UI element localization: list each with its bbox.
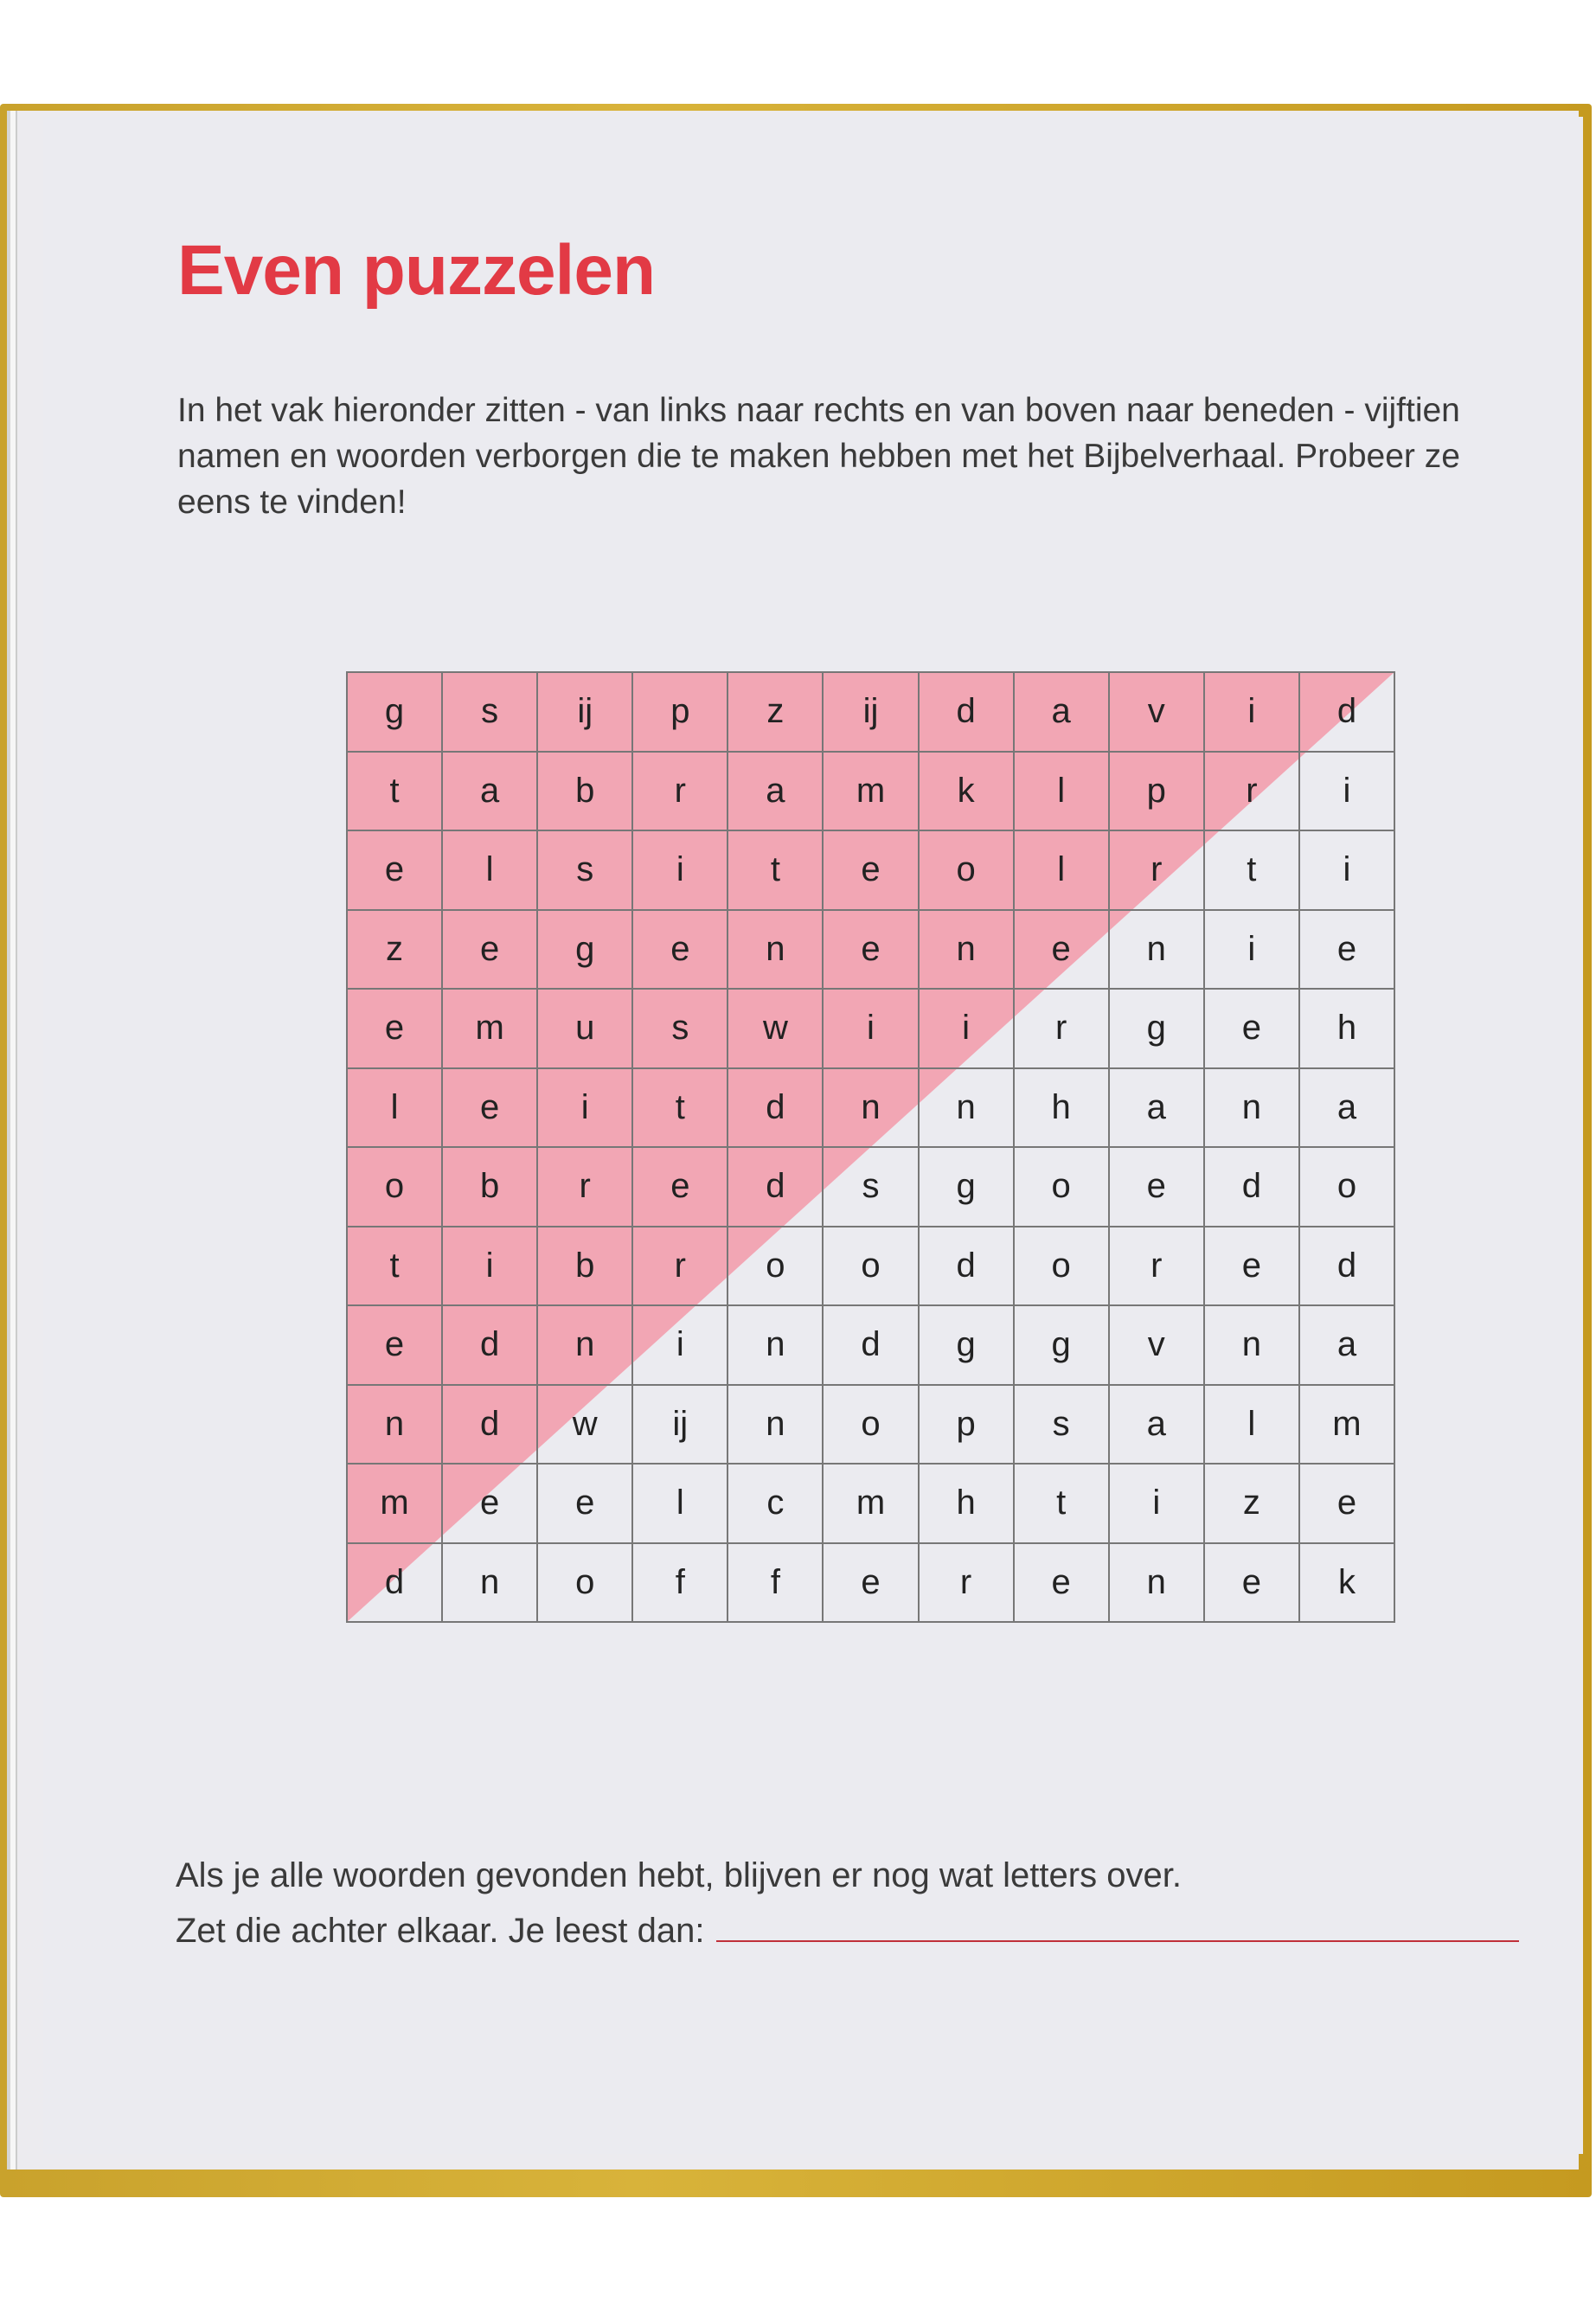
grid-cell: d xyxy=(443,1306,538,1386)
grid-cell: w xyxy=(538,1386,633,1465)
grid-cell: ij xyxy=(633,1386,728,1465)
grid-cell: d xyxy=(443,1386,538,1465)
grid-cell: o xyxy=(1300,1148,1395,1227)
grid-cell: o xyxy=(824,1386,919,1465)
grid-cell: n xyxy=(1110,1544,1205,1624)
grid-cell: p xyxy=(633,673,728,753)
grid-cell: e xyxy=(1015,1544,1110,1624)
grid-cell: i xyxy=(443,1227,538,1307)
footer-line-2-text: Zet die achter elkaar. Je leest dan: xyxy=(176,1912,705,1950)
grid-cell: e xyxy=(348,831,443,911)
grid-cell: e xyxy=(1205,1544,1300,1624)
grid-cell: l xyxy=(443,831,538,911)
grid-cell: ij xyxy=(824,673,919,753)
grid-cell: t xyxy=(633,1069,728,1149)
grid-cell: o xyxy=(728,1227,824,1307)
grid-cell: a xyxy=(1110,1069,1205,1149)
grid-cell: n xyxy=(920,911,1015,990)
grid-cell: v xyxy=(1110,1306,1205,1386)
letter-grid xyxy=(346,671,1395,1623)
grid-cell: o xyxy=(538,1544,633,1624)
grid-cell: n xyxy=(728,1386,824,1465)
grid-cell: ij xyxy=(538,673,633,753)
grid-cell: r xyxy=(633,1227,728,1307)
grid-cell: i xyxy=(920,990,1015,1069)
grid-cell: d xyxy=(1300,1227,1395,1307)
grid-cell: z xyxy=(728,673,824,753)
grid-cell: l xyxy=(633,1465,728,1544)
grid-cell: e xyxy=(633,1148,728,1227)
grid-cell: e xyxy=(443,911,538,990)
grid-cell: i xyxy=(1300,753,1395,832)
grid-cell: i xyxy=(824,990,919,1069)
grid-cell: n xyxy=(728,911,824,990)
grid-cell: t xyxy=(1205,831,1300,911)
grid-cell: r xyxy=(1110,1227,1205,1307)
grid-cell: z xyxy=(1205,1465,1300,1544)
grid-cell: e xyxy=(1110,1148,1205,1227)
grid-cell: s xyxy=(538,831,633,911)
grid-cell: h xyxy=(1300,990,1395,1069)
grid-cell: g xyxy=(920,1306,1015,1386)
grid-cell: n xyxy=(824,1069,919,1149)
grid-cell: l xyxy=(1015,831,1110,911)
grid-cell: m xyxy=(348,1465,443,1544)
grid-cell: k xyxy=(1300,1544,1395,1624)
grid-cell: a xyxy=(443,753,538,832)
grid-cell: g xyxy=(920,1148,1015,1227)
grid-cell: o xyxy=(824,1227,919,1307)
grid-cell: n xyxy=(348,1386,443,1465)
grid-cell: g xyxy=(538,911,633,990)
grid-cell: e xyxy=(443,1069,538,1149)
grid-cell: e xyxy=(1015,911,1110,990)
grid-cell: s xyxy=(824,1148,919,1227)
grid-cell: e xyxy=(1300,1465,1395,1544)
grid-cell: z xyxy=(348,911,443,990)
grid-cell: n xyxy=(1110,911,1205,990)
grid-cell: d xyxy=(348,1544,443,1624)
grid-cell: e xyxy=(538,1465,633,1544)
grid-cell: o xyxy=(348,1148,443,1227)
grid-cell: s xyxy=(1015,1386,1110,1465)
grid-cell: m xyxy=(824,753,919,832)
grid-cell: n xyxy=(443,1544,538,1624)
grid-cell: m xyxy=(1300,1386,1395,1465)
answer-line[interactable] xyxy=(716,1940,1519,1942)
grid-cell: g xyxy=(348,673,443,753)
grid-cell: s xyxy=(633,990,728,1069)
grid-cell: d xyxy=(920,1227,1015,1307)
grid-cell: u xyxy=(538,990,633,1069)
grid-cell: i xyxy=(1300,831,1395,911)
page-title: Even puzzelen xyxy=(177,231,656,310)
grid-cell: a xyxy=(1110,1386,1205,1465)
grid-cell: c xyxy=(728,1465,824,1544)
grid-cell: b xyxy=(538,753,633,832)
grid-cell: i xyxy=(1205,911,1300,990)
grid-cell: n xyxy=(1205,1069,1300,1149)
grid-cell: e xyxy=(824,911,919,990)
grid-cell: a xyxy=(1300,1306,1395,1386)
grid-cell: i xyxy=(1205,673,1300,753)
grid-cell: t xyxy=(728,831,824,911)
grid-cell: m xyxy=(443,990,538,1069)
grid-cell: f xyxy=(633,1544,728,1624)
grid-cell: w xyxy=(728,990,824,1069)
grid-cell: p xyxy=(920,1386,1015,1465)
grid-cell: i xyxy=(1110,1465,1205,1544)
grid-cell: l xyxy=(1205,1386,1300,1465)
grid-cell: r xyxy=(1205,753,1300,832)
grid-cell: r xyxy=(538,1148,633,1227)
grid-cell: d xyxy=(1205,1148,1300,1227)
grid-cell: f xyxy=(728,1544,824,1624)
grid-cell: t xyxy=(1015,1465,1110,1544)
grid-cell: o xyxy=(1015,1148,1110,1227)
grid-cell: t xyxy=(348,1227,443,1307)
grid-cell: h xyxy=(920,1465,1015,1544)
grid-cell: e xyxy=(1205,1227,1300,1307)
grid-cell: d xyxy=(728,1069,824,1149)
grid-cell: n xyxy=(728,1306,824,1386)
grid-cell: e xyxy=(1205,990,1300,1069)
grid-cell: i xyxy=(633,1306,728,1386)
word-search-puzzle xyxy=(346,671,1395,1623)
grid-cell: r xyxy=(1015,990,1110,1069)
grid-cell: l xyxy=(1015,753,1110,832)
grid-cell: a xyxy=(728,753,824,832)
grid-cell: d xyxy=(824,1306,919,1386)
grid-cell: a xyxy=(1300,1069,1395,1149)
grid-cell: h xyxy=(1015,1069,1110,1149)
intro-text: In het vak hieronder zitten - van links naar rechts en van boven naar beneden - vijftien namen en woorden verborgen die te maken hebben met het Bijbelverhaal. Probeer ze eens te vinden! xyxy=(177,392,1460,521)
grid-cell: n xyxy=(538,1306,633,1386)
grid-cell: l xyxy=(348,1069,443,1149)
footer-line-2 xyxy=(176,1913,1560,1948)
grid-cell: o xyxy=(1015,1227,1110,1307)
grid-cell: d xyxy=(920,673,1015,753)
grid-cell: e xyxy=(633,911,728,990)
grid-cell: n xyxy=(1205,1306,1300,1386)
grid-cell: r xyxy=(633,753,728,832)
grid-cell: g xyxy=(1110,990,1205,1069)
grid-cell: s xyxy=(443,673,538,753)
grid-cell: k xyxy=(920,753,1015,832)
grid-cell: b xyxy=(443,1148,538,1227)
grid-cell: r xyxy=(1110,831,1205,911)
grid-cell: n xyxy=(920,1069,1015,1149)
grid-cell: a xyxy=(1015,673,1110,753)
grid-cell: t xyxy=(348,753,443,832)
grid-cell: b xyxy=(538,1227,633,1307)
grid-cell: e xyxy=(348,1306,443,1386)
grid-cell: v xyxy=(1110,673,1205,753)
grid-cell: e xyxy=(1300,911,1395,990)
grid-cell: i xyxy=(633,831,728,911)
grid-cell: m xyxy=(824,1465,919,1544)
grid-cell: e xyxy=(443,1465,538,1544)
grid-cell: i xyxy=(538,1069,633,1149)
footer-line-1: Als je alle woorden gevonden hebt, blijven er nog wat letters over. xyxy=(176,1856,1182,1894)
grid-cell: e xyxy=(824,831,919,911)
grid-cell: e xyxy=(824,1544,919,1624)
grid-cell: o xyxy=(920,831,1015,911)
grid-cell: p xyxy=(1110,753,1205,832)
grid-cell: d xyxy=(728,1148,824,1227)
grid-cell: e xyxy=(348,990,443,1069)
grid-cell: r xyxy=(920,1544,1015,1624)
grid-cell: d xyxy=(1300,673,1395,753)
grid-cell: g xyxy=(1015,1306,1110,1386)
